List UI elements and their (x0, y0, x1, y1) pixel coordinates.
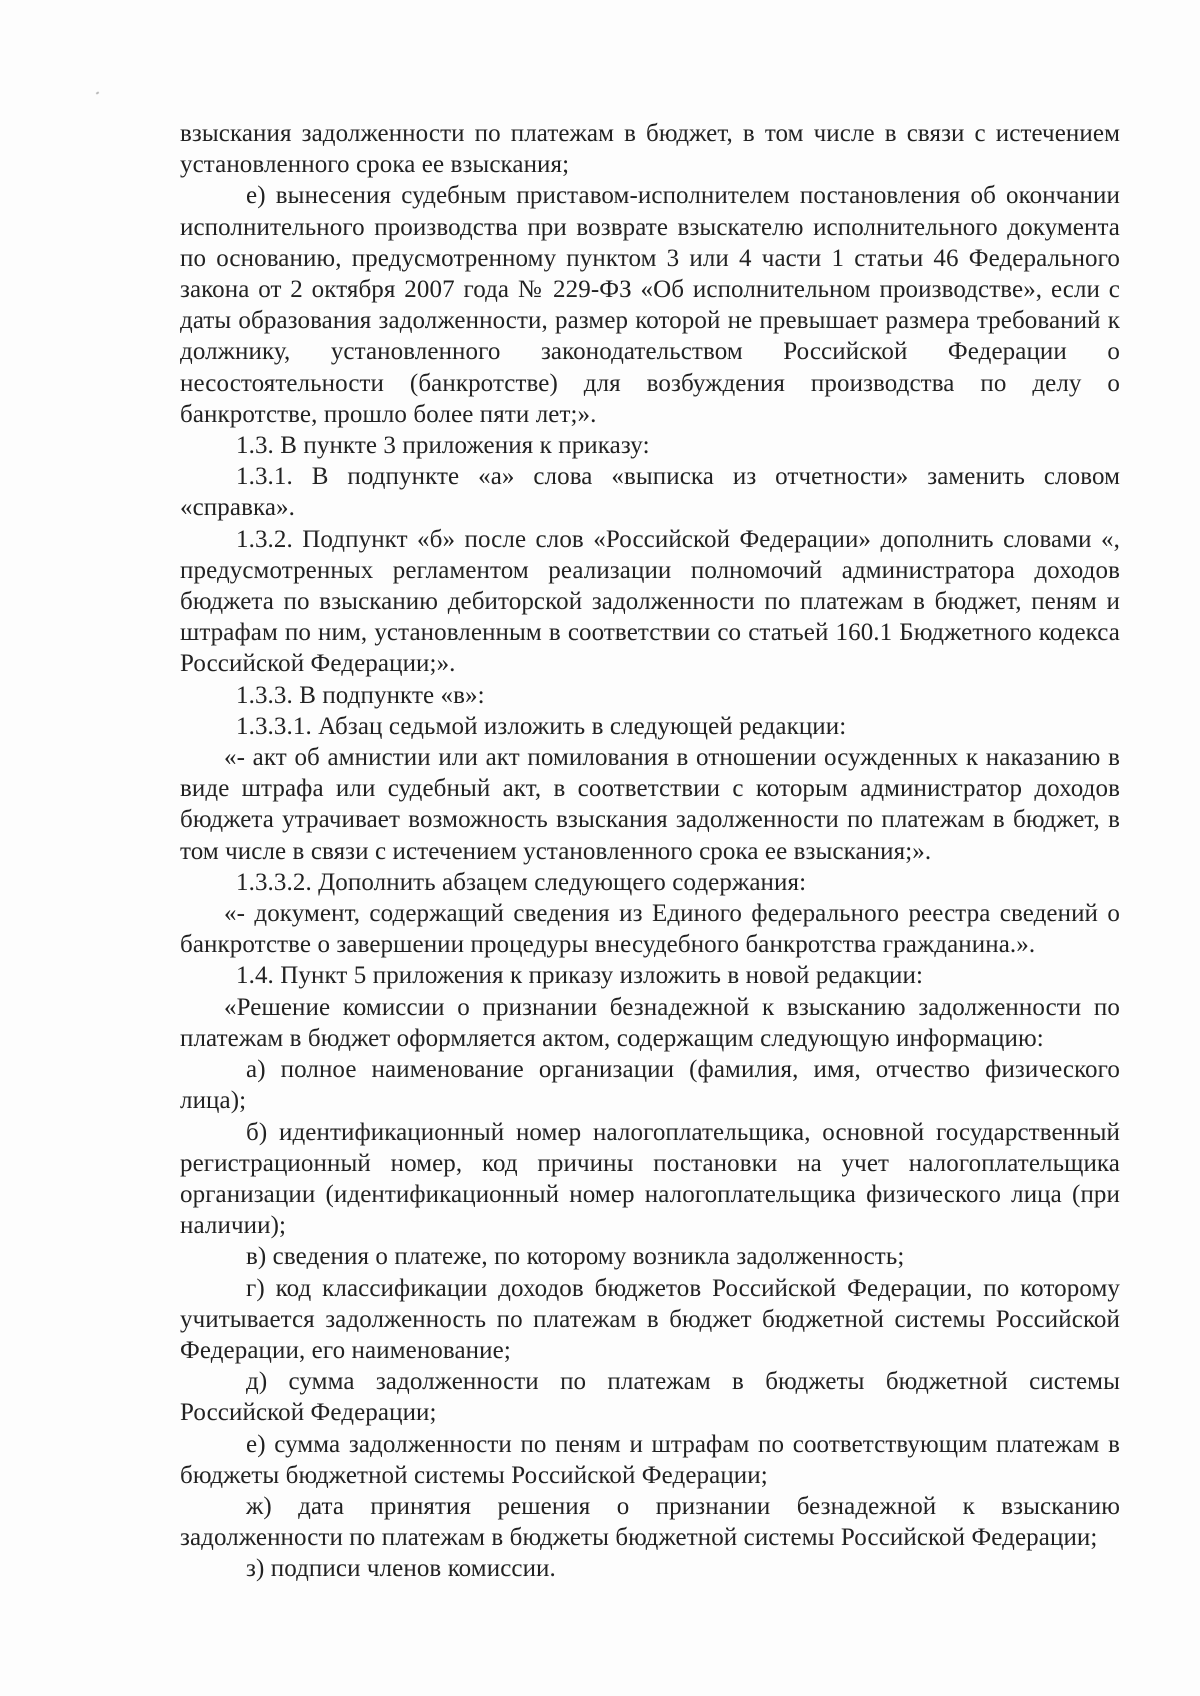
scan-speck (96, 91, 100, 94)
paragraph: 1.3.3.2. Дополнить абзацем следующего содержания: (236, 868, 807, 896)
paragraph: 1.4. Пункт 5 приложения к приказу изложить в новой редакции: (236, 962, 924, 990)
paragraph: ж) дата принятия решения о признании безнадежной к взысканию задолженности по платежам в бюджеты бюджетной системы Российской Федерации; (180, 1492, 1120, 1552)
paragraph: взыскания задолженности по платежам в бюджет, в том числе в связи с истечением установленного срока ее взыскания; (180, 120, 1120, 179)
paragraph: 1.3. В пункте 3 приложения к приказу: (236, 432, 650, 460)
paragraph: «- акт об амнистии или акт помилования в отношении осужденных к наказанию в виде штрафа или судебный акт, в соответствии с которым администратор доходов бюджета утрачивает возможность взыскания задолженности по платежам в бюджет, в том числе в связи с истечением установленного срока ее взыскания;». (180, 744, 1120, 865)
paragraph: б) идентификационный номер налогоплательщика, основной государственный регистрационный номер, код причины постановки на учет налогоплательщика организации (идентификационный номер налогоплательщика физического лица (при наличии); (180, 1118, 1120, 1240)
document-body (180, 118, 1120, 1585)
paragraph: з) подписи членов комиссии. (246, 1555, 556, 1583)
paragraph: д) сумма задолженности по платежам в бюджеты бюджетной системы Российской Федерации; (180, 1368, 1120, 1427)
paragraph: 1.3.2. Подпункт «б» после слов «Российской Федерации» дополнить словами «, предусмотренных регламентом реализации полномочий администратора доходов бюджета по взысканию дебиторской задолженности по платежам в бюджет, пеням и штрафам по ним, установленным в соответствии со статьей 160.1 Бюджетного кодекса Российской Федерации;». (180, 525, 1120, 678)
paragraph: «- документ, содержащий сведения из Единого федерального реестра сведений о банкротстве о завершении процедуры внесудебного банкротства гражданина.». (180, 900, 1120, 959)
paragraph: в) сведения о платеже, по которому возникла задолженность; (246, 1243, 905, 1271)
paragraph: г) код классификации доходов бюджетов Российской Федерации, по которому учитывается задолженность по платежам в бюджет бюджетной системы Российской Федерации, его наименование; (180, 1274, 1120, 1364)
paragraph: е) вынесения судебным приставом-исполнителем постановления об окончании исполнительного производства при возврате взыскателю исполнительного документа по основанию, предусмотренному пунктом 3 или 4 части 1 статьи 46 Федерального закона от 2 октября 2007 года № 229-ФЗ «Об исполнительном производстве», если с даты образования задолженности, размер которой не превышает размера требований к должнику, установленного законодательством Российской Федерации о несостоятельности (банкротстве) для возбуждения производства по делу о банкротстве, прошло более пяти лет;». (180, 182, 1120, 428)
paragraph: «Решение комиссии о признании безнадежной к взысканию задолженности по платежам в бюджет оформляется актом, содержащим следующую информацию: (180, 993, 1120, 1052)
paragraph: а) полное наименование организации (фамилия, имя, отчество физического лица); (180, 1056, 1120, 1115)
paragraph: 1.3.3.1. Абзац седьмой изложить в следующей редакции: (236, 712, 847, 740)
paragraph: 1.3.1. В подпункте «а» слова «выписка из отчетности» заменить словом «справка». (180, 463, 1120, 522)
paragraph: 1.3.3. В подпункте «в»: (236, 681, 485, 709)
paragraph: е) сумма задолженности по пеням и штрафам по соответствующим платежам в бюджеты бюджетной системы Российской Федерации; (180, 1430, 1120, 1489)
